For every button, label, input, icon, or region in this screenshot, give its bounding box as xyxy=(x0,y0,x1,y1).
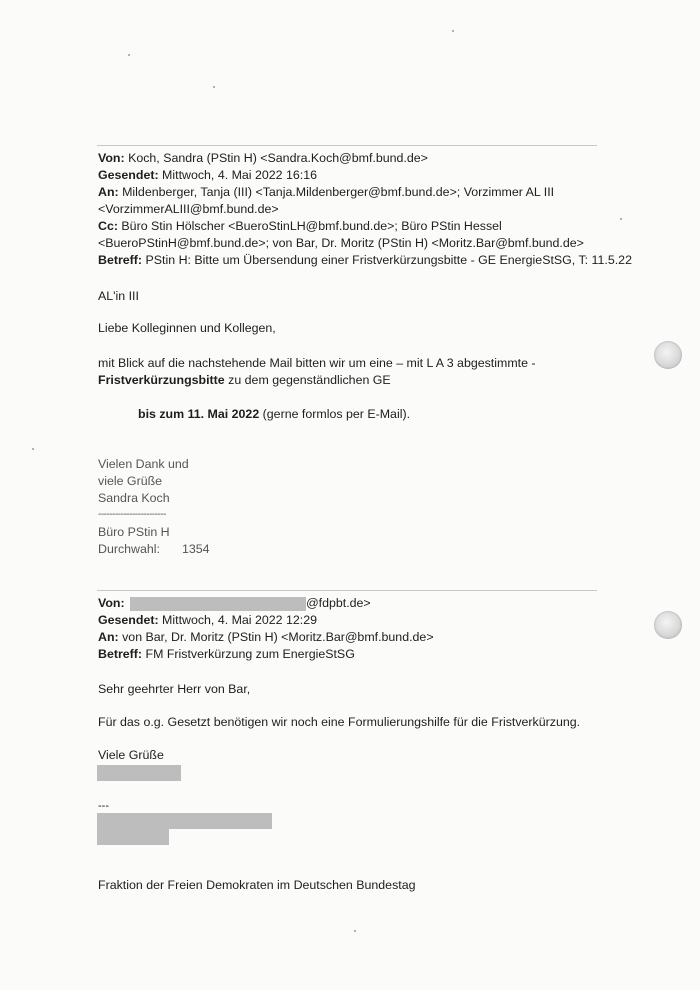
scan-speck xyxy=(32,448,34,450)
mail1-greeting: Liebe Kolleginnen und Kollegen, xyxy=(98,321,276,335)
from-value: Koch, Sandra (PStin H) <Sandra.Koch@bmf.bund.de> xyxy=(128,151,428,165)
sent-label: Gesendet: xyxy=(98,168,159,182)
mail1-paragraph-line1: mit Blick auf die nachstehende Mail bitten wir um eine – mit L A 3 abgestimmte - xyxy=(98,356,536,370)
to-value: Mildenberger, Tanja (III) <Tanja.Mildenberger@bmf.bund.de>; Vorzimmer AL III xyxy=(122,185,555,199)
from-label: Von: xyxy=(98,151,125,165)
to-label: An: xyxy=(98,630,119,644)
scan-speck xyxy=(128,54,130,56)
mail1-cc xyxy=(98,218,502,234)
cc-value: Büro Stin Hölscher <BueroStinLH@bmf.bund.de>; Büro PStin Hessel xyxy=(121,219,502,233)
punch-hole-top xyxy=(654,341,682,369)
mail1-signature-office: Büro PStin H xyxy=(98,525,170,539)
mail1-sent xyxy=(98,167,317,183)
mail2-from xyxy=(98,595,371,611)
mail1-from xyxy=(98,150,428,166)
mail2-signature-separator: --- xyxy=(98,800,109,812)
redaction-block xyxy=(130,597,306,611)
deadline-rest: (gerne formlos per E-Mail). xyxy=(259,407,411,421)
mail1-closing-1: Vielen Dank und xyxy=(98,457,189,471)
separator-line xyxy=(97,590,597,591)
sent-value: Mittwoch, 4. Mai 2022 16:16 xyxy=(162,168,318,182)
mail1-cc-cont: <BueroPStinH@bmf.bund.de>; von Bar, Dr. Moritz (PStin H) <Moritz.Bar@bmf.bund.de> xyxy=(98,236,584,250)
mail1-to-cont: <VorzimmerALIII@bmf.bund.de> xyxy=(98,202,279,216)
scan-speck xyxy=(213,86,215,88)
from-domain: @fdpbt.de> xyxy=(306,596,371,610)
to-label: An: xyxy=(98,185,119,199)
deadline-bold: bis zum 11. Mai 2022 xyxy=(138,407,260,421)
redacted-signature-line-2 xyxy=(97,829,169,845)
phone-value: 1354 xyxy=(181,542,210,556)
mail2-subject xyxy=(98,646,355,662)
fristverkuerzungsbitte-bold: Fristverkürzungsbitte xyxy=(98,373,225,387)
mail2-paragraph: Für das o.g. Gesetzt benötigen wir noch eine Formulierungshilfe für die Fristverkürzung. xyxy=(98,715,581,729)
to-value: von Bar, Dr. Moritz (PStin H) <Moritz.Bar@bmf.bund.de> xyxy=(122,630,434,644)
mail1-deadline xyxy=(138,406,410,422)
phone-label: Durchwahl: xyxy=(98,542,160,556)
mail2-footer-organization: Fraktion der Freien Demokraten im Deutschen Bundestag xyxy=(98,878,416,892)
sent-value: Mittwoch, 4. Mai 2022 12:29 xyxy=(162,613,318,627)
mail2-to xyxy=(98,629,434,645)
mail2-closing: Viele Grüße xyxy=(98,748,164,762)
scan-speck xyxy=(620,218,622,220)
redacted-signature-line-1 xyxy=(97,813,272,829)
mail1-addressee: AL'in III xyxy=(98,289,139,303)
mail1-subject xyxy=(98,252,632,268)
mail1-signature-separator: ------------------------ xyxy=(98,509,166,520)
punch-hole-bottom xyxy=(654,611,682,639)
mail1-to xyxy=(98,184,554,200)
subject-label: Betreff: xyxy=(98,253,143,267)
separator-line xyxy=(97,145,597,146)
mail1-paragraph-line2 xyxy=(98,372,391,388)
subject-value: PStin H: Bitte um Übersendung einer Fristverkürzungsbitte - GE EnergieStSG, T: 11.5.22 xyxy=(145,253,632,267)
mail1-closing-3: Sandra Koch xyxy=(98,491,170,505)
sent-label: Gesendet: xyxy=(98,613,159,627)
scan-speck xyxy=(354,930,356,932)
subject-value: FM Fristverkürzung zum EnergieStSG xyxy=(145,647,355,661)
mail2-greeting: Sehr geehrter Herr von Bar, xyxy=(98,682,251,696)
from-label: Von: xyxy=(98,596,125,610)
scan-speck xyxy=(452,30,454,32)
mail1-closing-2: viele Grüße xyxy=(98,474,163,488)
redacted-name xyxy=(97,765,181,781)
mail1-signature-phone xyxy=(98,541,210,557)
subject-label: Betreff: xyxy=(98,647,143,661)
cc-label: Cc: xyxy=(98,219,118,233)
mail2-sent xyxy=(98,612,317,628)
paragraph-rest: zu dem gegenständlichen GE xyxy=(224,373,391,387)
